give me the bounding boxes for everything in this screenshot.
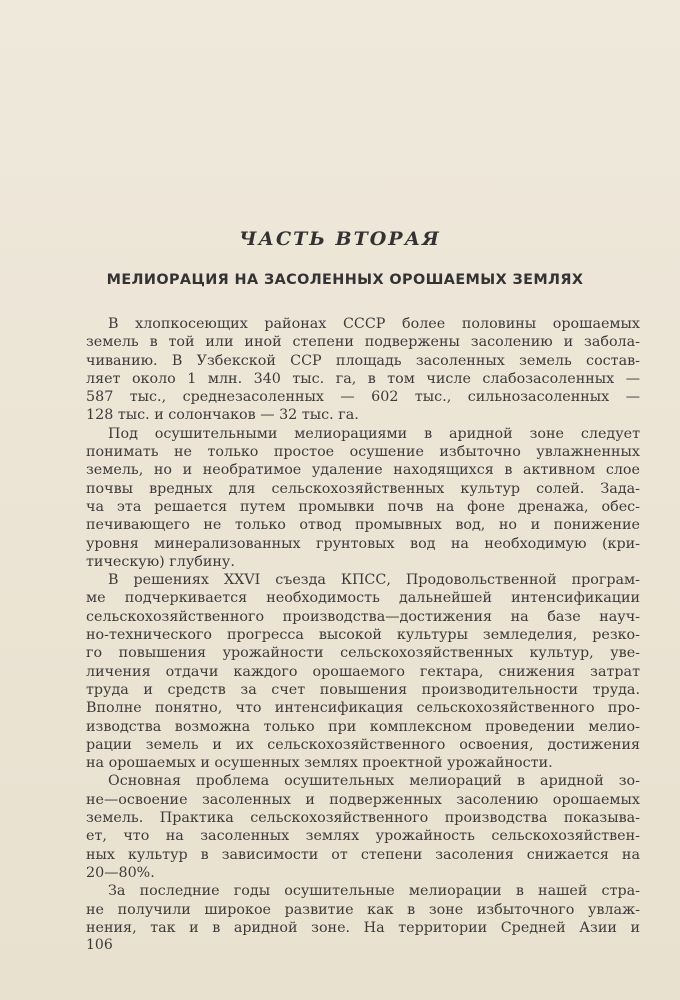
text-line: 20—80%. [86,864,155,881]
text-line: 128 тыс. и солончаков — 32 тыс. га. [86,407,359,424]
text-line: изводства возможна только при комплексном проведении мелио- [86,718,640,735]
text-line: 587 тыс., среднезасоленных — 602 тыс., сильнозасоленных — [86,389,640,406]
text-line: печивающего не только отвод промывных вод, но и понижение [86,517,640,534]
text-line: В хлопкосеющих районах СССР более половины орошаемых [108,316,640,332]
text-line: личения отдачи каждого орошаемого гектара, снижения затрат [86,663,640,680]
text-line: не получили широкое развитие как в зоне избыточного увлаж- [86,901,640,918]
text-line: ных культур в зависимости от степени засоления снижается на [86,846,640,863]
text-line: чиванию. В Узбекской ССР площадь засоленных земель состав- [86,352,640,369]
text-line: В решениях XXVI съезда КПСС, Продовольственной програм- [108,572,640,589]
section-title: МЕЛИОРАЦИЯ НА ЗАСОЛЕННЫХ ОРОШАЕМЫХ ЗЕМЛЯХ [106,272,584,288]
text-line: труда и средств за счет повышения производительности труда. [86,681,640,698]
body-text [86,315,640,937]
text-line: ет, что на засоленных землях урожайность сельскохозяйствен- [86,828,640,845]
text-line: на орошаемых и осушенных землях проектной урожайности. [86,755,553,772]
text-line: почвы вредных для сельскохозяйственных культур солей. Зада- [86,480,640,497]
text-line: рации земель и их сельскохозяйственного освоения, достижения [86,736,640,753]
text-line: сельскохозяйственного производства—достижения на базе науч- [86,608,640,625]
text-line: уровня минерализованных грунтовых вод на необходимую (кри- [86,535,640,552]
text-line: ча эта решается путем промывки почв на фоне дренажа, обес- [86,498,640,515]
text-line: земель, но и необратимое удаление находящихся в активном слое [86,462,640,479]
text-line: Вполне понятно, что интенсификация сельскохозяйственного про- [86,700,640,717]
text-line: ме подчеркивается необходимость дальнейшей интенсификации [86,590,640,607]
page-number: 106 [86,937,113,953]
text-line: земель в той или иной степени подвержены засолению и забола- [86,334,640,351]
text-line: земель. Практика сельскохозяйственного производства показыва- [86,810,640,827]
part-title: ЧАСТЬ ВТОРАЯ [239,228,441,250]
text-line: нения, так и в аридной зоне. На территории Средней Азии и [86,919,640,936]
text-line: го повышения урожайности сельскохозяйственных культур, уве- [86,645,640,662]
text-line: не—освоение засоленных и подверженных засолению орошаемых [86,791,640,808]
text-line: тическую) глубину. [86,553,235,570]
text-line: ляет около 1 млн. 340 тыс. га, в том числе слабозасоленных — [86,370,640,387]
text-line: понимать не только простое осушение избыточно увлажненных [86,444,640,461]
text-line: За последние годы осушительные мелиорации в нашей стра- [108,883,640,900]
text-line: Под осушительными мелиорациями в аридной зоне следует [108,425,640,442]
text-line: но-технического прогресса высокой культуры земледелия, резко- [86,627,640,644]
text-line: Основная проблема осушительных мелиораций в аридной зо- [108,773,640,790]
